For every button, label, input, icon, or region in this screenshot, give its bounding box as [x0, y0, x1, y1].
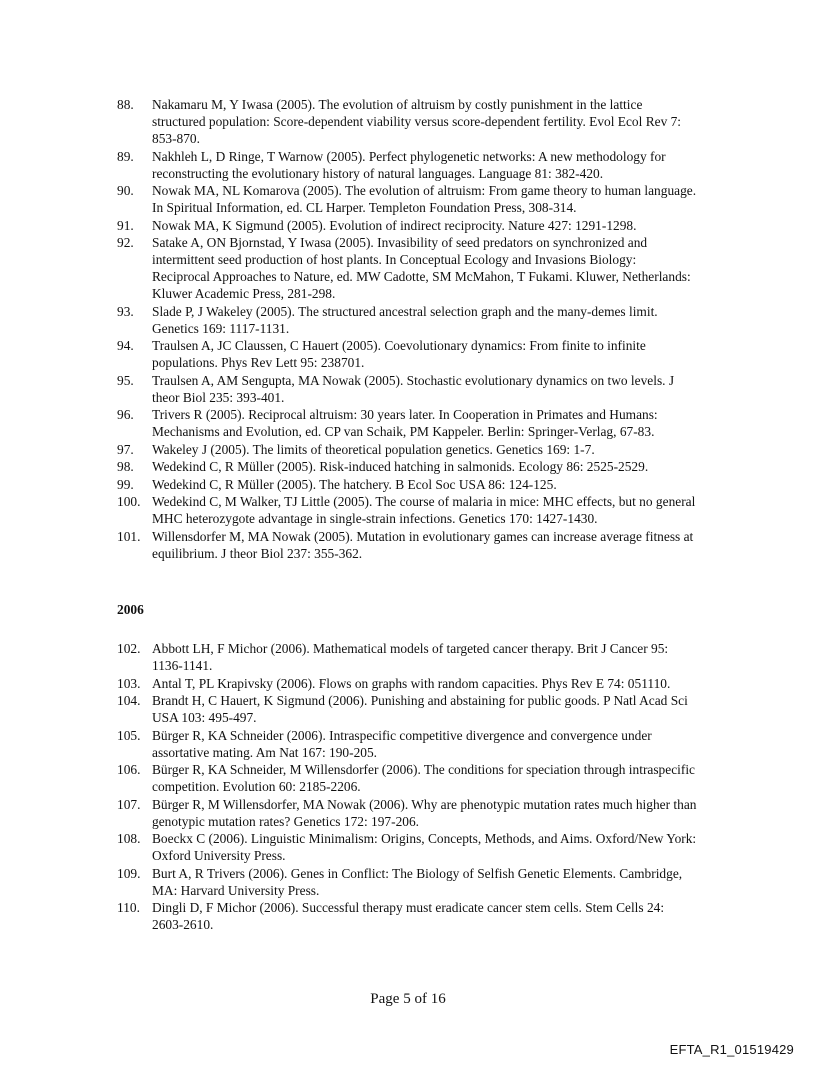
reference-item [117, 337, 697, 371]
reference-item [117, 865, 697, 899]
reference-item [117, 234, 697, 302]
reference-number: 102. [117, 641, 141, 656]
reference-number: 109. [117, 865, 141, 881]
reference-item [117, 830, 697, 864]
reference-number: 107. [117, 796, 141, 812]
reference-text: Wakeley J (2005). The limits of theoretical population genetics. Genetics 169: 1-7. [152, 441, 595, 457]
reference-number: 96. [117, 407, 134, 422]
reference-number: 106. [117, 762, 141, 777]
reference-text: Traulsen A, AM Sengupta, MA Nowak (2005). Stochastic evolutionary dynamics on two levels. J theor Biol 235: 393-401. [152, 372, 675, 405]
reference-item [117, 493, 697, 527]
reference-item [117, 675, 697, 692]
reference-number: 101. [117, 528, 141, 544]
reference-list-2006 [117, 640, 697, 934]
reference-item [117, 303, 697, 337]
reference-item [117, 372, 697, 406]
reference-text: Bürger R, KA Schneider (2006). Intraspecific competitive divergence and convergence under assortative mating. Am Nat 167: 190-205. [152, 727, 652, 760]
reference-text: Wedekind C, R Müller (2005). The hatchery. B Ecol Soc USA 86: 124-125. [152, 476, 557, 492]
reference-text: Wedekind C, M Walker, TJ Little (2005). The course of malaria in mice: MHC effects, but no general MHC heterozygote advantage in single-strain infections. Genetics 170: 1427-1430. [152, 494, 696, 526]
reference-text: Nowak MA, NL Komarova (2005). The evolution of altruism: From game theory to human language. In Spiritual Information, ed. CL Harper. Templeton Foundation Press, 308-314. [152, 183, 697, 215]
reference-number: 93. [117, 303, 134, 319]
reference-item [117, 476, 697, 493]
reference-text: Dingli D, F Michor (2006). Successful therapy must eradicate cancer stem cells. Stem Cells 24: 2603-2610. [152, 900, 665, 932]
reference-item [117, 96, 697, 147]
reference-item [117, 148, 697, 182]
reference-number: 110. [117, 900, 140, 915]
reference-text: Trivers R (2005). Reciprocal altruism: 30 years later. In Cooperation in Primates and Humans: Mechanisms and Evolution, ed. CP van Schaik, PM Kappeler. Berlin: Springer-Verlag, 67-83. [152, 407, 658, 439]
reference-text: Abbott LH, F Michor (2006). Mathematical models of targeted cancer therapy. Brit J Cancer 95: 1136-1141. [152, 641, 669, 673]
reference-number: 89. [117, 148, 134, 164]
reference-text: Boeckx C (2006). Linguistic Minimalism: Origins, Concepts, Methods, and Aims. Oxford/New York: Oxford University Press. [152, 831, 697, 863]
reference-item [117, 727, 697, 761]
reference-number: 104. [117, 693, 141, 708]
reference-item [117, 182, 697, 216]
reference-item [117, 761, 697, 795]
reference-text: Willensdorfer M, MA Nowak (2005). Mutation in evolutionary games can increase average fitness at equilibrium. J theor Biol 237: 355-362. [152, 528, 694, 561]
reference-item [117, 899, 697, 933]
reference-number: 92. [117, 235, 134, 250]
reference-item [117, 441, 697, 458]
reference-text: Antal T, PL Krapivsky (2006). Flows on graphs with random capacities. Phys Rev E 74: 051110. [152, 675, 671, 691]
reference-item [117, 458, 697, 475]
section-heading-year: 2006 [117, 602, 144, 617]
page-number: Page 5 of 16 [370, 991, 446, 1007]
reference-number: 103. [117, 675, 141, 691]
reference-number: 97. [117, 441, 134, 457]
reference-text: Traulsen A, JC Claussen, C Hauert (2005). Coevolutionary dynamics: From finite to infinite populations. Phys Rev Lett 95: 238701. [152, 338, 646, 370]
reference-item [117, 692, 697, 726]
reference-number: 108. [117, 831, 141, 846]
reference-text: Nakhleh L, D Ringe, T Warnow (2005). Perfect phylogenetic networks: A new methodology for reconstructing the evolutionary history of natural languages. Language 81: 382-420. [152, 148, 666, 181]
reference-text: Nakamaru M, Y Iwasa (2005). The evolution of altruism by costly punishment in the lattice structured population: Score-dependent viability versus score-dependent fertility. Evol Ecol Rev 7: 853-870. [152, 97, 682, 146]
reference-item [117, 796, 697, 830]
reference-text: Nowak MA, K Sigmund (2005). Evolution of indirect reciprocity. Nature 427: 1291-1298. [152, 217, 637, 233]
reference-list-2005 [117, 96, 697, 562]
reference-number: 105. [117, 727, 141, 743]
reference-text: Satake A, ON Bjornstad, Y Iwasa (2005). Invasibility of seed predators on synchronized and intermittent seed production of host plants. In Conceptual Ecology and Invasions Biology: Reciprocal Approaches to Nature, ed. MW Cadotte, SM McMahon, T Fukami. Kluwer, Netherlands: Kluwer Academic Press, 281-298. [152, 235, 691, 301]
reference-number: 98. [117, 459, 134, 474]
reference-item [117, 406, 697, 440]
reference-text: Slade P, J Wakeley (2005). The structured ancestral selection graph and the many-demes limit. Genetics 169: 1117-1131. [152, 303, 658, 336]
reference-number: 94. [117, 338, 134, 353]
reference-text: Burt A, R Trivers (2006). Genes in Conflict: The Biology of Selfish Genetic Elements. Cambridge, MA: Harvard University Press. [152, 865, 683, 898]
reference-text: Bürger R, KA Schneider, M Willensdorfer (2006). The conditions for speciation through intraspecific competition. Evolution 60: 2185-2206. [152, 762, 695, 794]
reference-number: 91. [117, 217, 134, 233]
reference-text: Brandt H, C Hauert, K Sigmund (2006). Punishing and abstaining for public goods. P Natl Acad Sci USA 103: 495-497. [152, 693, 688, 725]
document-id: EFTA_R1_01519429 [669, 1042, 794, 1057]
reference-item [117, 528, 697, 562]
reference-number: 90. [117, 183, 134, 198]
reference-text: Wedekind C, R Müller (2005). Risk-induced hatching in salmonids. Ecology 86: 2525-2529. [152, 459, 649, 474]
reference-item [117, 640, 697, 674]
reference-text: Bürger R, M Willensdorfer, MA Nowak (2006). Why are phenotypic mutation rates much higher than genotypic mutation rates? Genetics 172: 197-206. [152, 796, 697, 829]
reference-number: 99. [117, 476, 134, 492]
reference-number: 95. [117, 372, 134, 388]
reference-number: 100. [117, 494, 141, 509]
reference-number: 88. [117, 97, 134, 112]
reference-item [117, 217, 697, 234]
